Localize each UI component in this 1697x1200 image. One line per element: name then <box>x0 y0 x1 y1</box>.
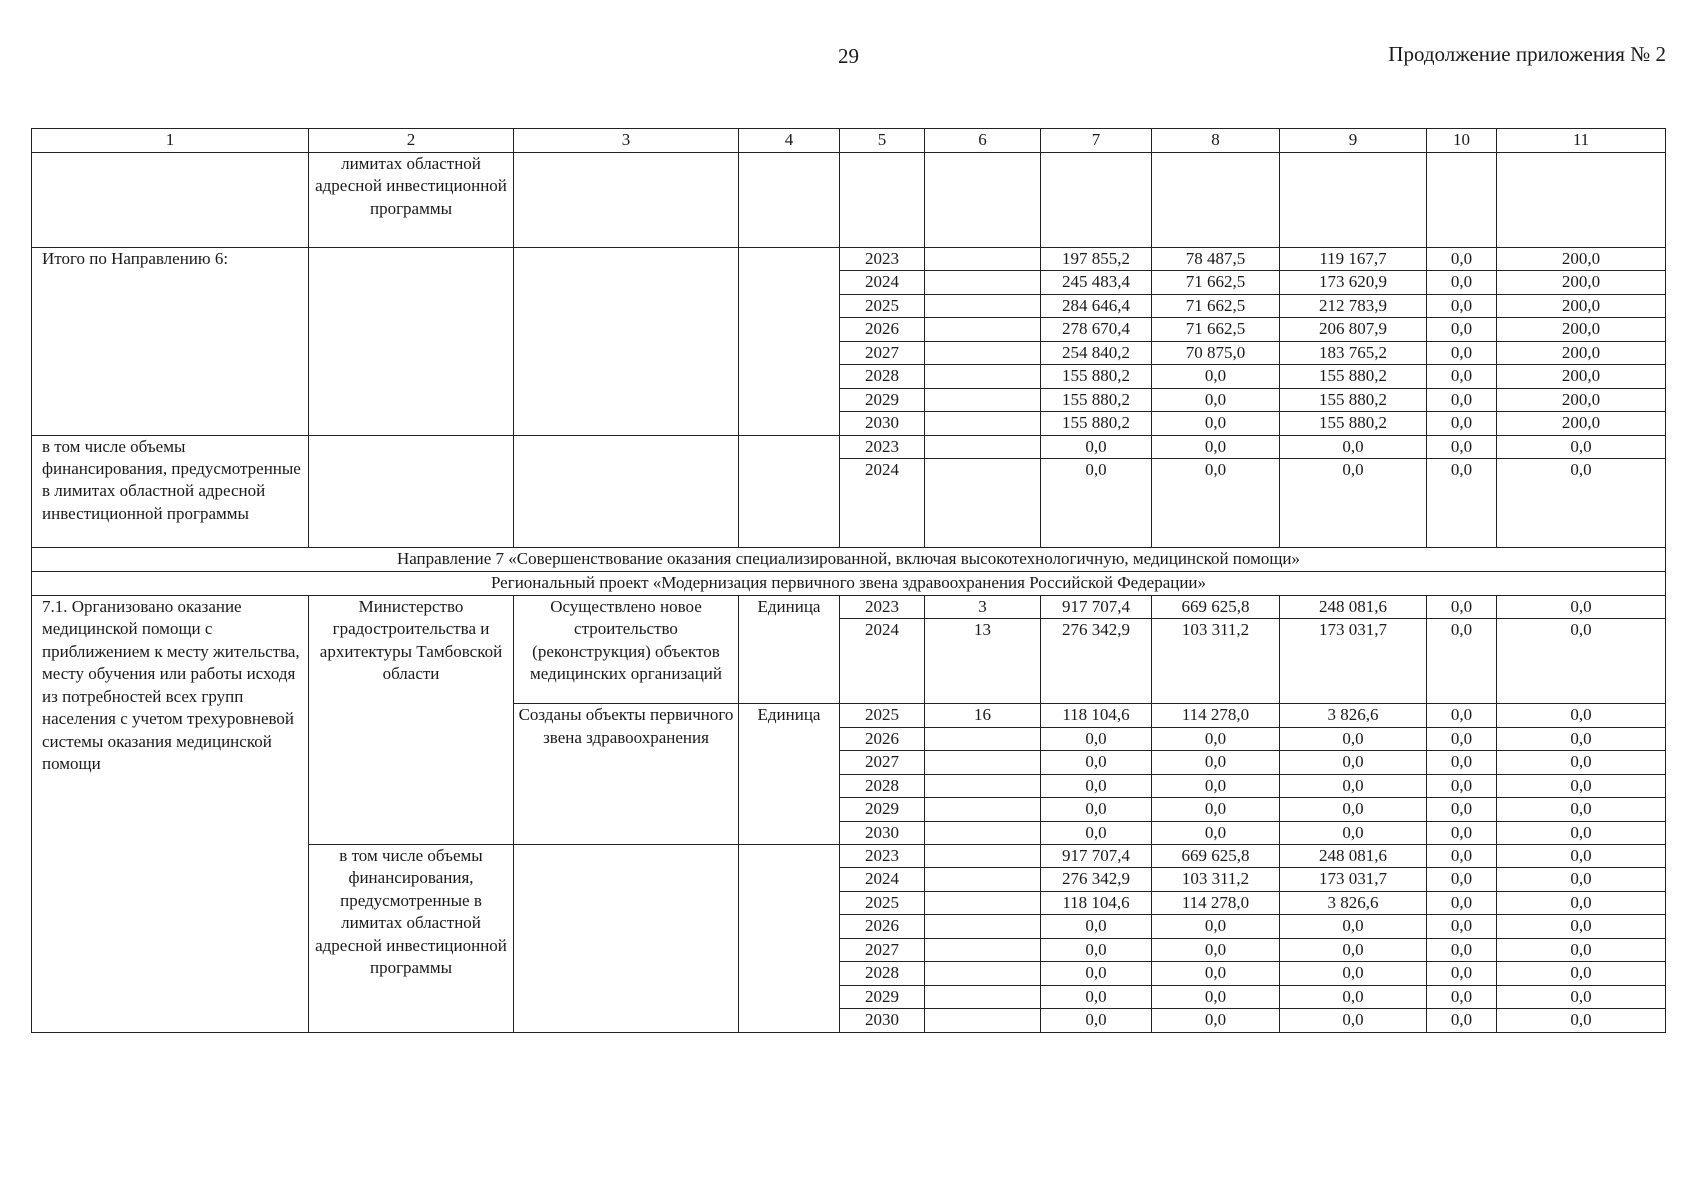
value-cell: 173 620,9 <box>1280 271 1427 294</box>
value-cell: 3 <box>925 595 1041 618</box>
value-cell: 0,0 <box>1427 985 1497 1008</box>
value-cell: 118 104,6 <box>1041 891 1152 914</box>
value-cell: 254 840,2 <box>1041 341 1152 364</box>
value-cell: 155 880,2 <box>1041 412 1152 435</box>
column-number: 9 <box>1280 129 1427 153</box>
value-cell: 0,0 <box>1427 845 1497 868</box>
year-cell: 2027 <box>840 341 925 364</box>
value-cell: 0,0 <box>1427 619 1497 704</box>
value-cell: 0,0 <box>1280 821 1427 844</box>
result-cell: Созданы объекты первичного звена здравоохранения <box>514 704 739 845</box>
value-cell: 0,0 <box>1427 248 1497 271</box>
value-cell: 0,0 <box>1497 891 1666 914</box>
value-cell: 278 670,4 <box>1041 318 1152 341</box>
value-cell: 0,0 <box>1041 458 1152 547</box>
direction-row <box>32 547 1666 571</box>
value-cell: 0,0 <box>1427 1009 1497 1032</box>
value-cell <box>925 412 1041 435</box>
year-cell: 2025 <box>840 704 925 727</box>
empty-cell <box>514 248 739 436</box>
year-cell: 2029 <box>840 388 925 411</box>
continuation-row <box>32 153 1666 248</box>
column-number-row <box>32 129 1666 153</box>
value-cell: 0,0 <box>1041 774 1152 797</box>
value-cell: 0,0 <box>1497 798 1666 821</box>
value-cell: 0,0 <box>1427 751 1497 774</box>
value-cell: 0,0 <box>1427 271 1497 294</box>
value-cell: 0,0 <box>1280 435 1427 458</box>
value-cell <box>925 1009 1041 1032</box>
column-number: 1 <box>32 129 309 153</box>
value-cell: 276 342,9 <box>1041 868 1152 891</box>
value-cell: 0,0 <box>1041 821 1152 844</box>
value-cell <box>925 271 1041 294</box>
year-cell: 2030 <box>840 1009 925 1032</box>
value-cell: 13 <box>925 619 1041 704</box>
value-cell: 0,0 <box>1427 868 1497 891</box>
executor-cell: Министерство градостроительства и архитектуры Тамбовской области <box>309 595 514 844</box>
value-cell <box>925 388 1041 411</box>
value-cell: 0,0 <box>1280 798 1427 821</box>
value-cell: 155 880,2 <box>1041 365 1152 388</box>
value-cell: 0,0 <box>1427 798 1497 821</box>
value-cell: 0,0 <box>1497 868 1666 891</box>
value-cell: 71 662,5 <box>1152 294 1280 317</box>
value-cell: 0,0 <box>1497 619 1666 704</box>
value-cell: 0,0 <box>1041 798 1152 821</box>
value-cell: 0,0 <box>1497 751 1666 774</box>
value-cell: 0,0 <box>1427 915 1497 938</box>
budget-table <box>31 128 1666 1033</box>
including-label: в том числе объемы финансирования, предусмотренные в лимитах областной адресной инвестиционной программы <box>309 845 514 1033</box>
itogo-label: Итого по Направлению 6: <box>32 248 309 436</box>
item-7-1-label: 7.1. Организовано оказание медицинской помощи с приближением к месту жительства, месту обучения или работы исходя из потребностей всех групп населения с учетом трехуровневой системы оказания медицинской помощи <box>32 595 309 1032</box>
value-cell: 118 104,6 <box>1041 704 1152 727</box>
column-number: 7 <box>1041 129 1152 153</box>
value-cell: 0,0 <box>1280 938 1427 961</box>
column-number: 5 <box>840 129 925 153</box>
value-cell: 155 880,2 <box>1041 388 1152 411</box>
value-cell: 0,0 <box>1427 774 1497 797</box>
column-number: 10 <box>1427 129 1497 153</box>
value-cell: 0,0 <box>1280 774 1427 797</box>
value-cell <box>925 435 1041 458</box>
value-cell: 200,0 <box>1497 271 1666 294</box>
value-cell: 206 807,9 <box>1280 318 1427 341</box>
value-cell <box>925 294 1041 317</box>
value-cell: 103 311,2 <box>1152 868 1280 891</box>
value-cell <box>925 821 1041 844</box>
year-cell: 2026 <box>840 318 925 341</box>
direction-title: Направление 7 «Совершенствование оказания специализированной, включая высокотехнологичную, медицинской помощи» <box>32 547 1666 571</box>
value-cell <box>925 727 1041 750</box>
empty-cell <box>514 845 739 1033</box>
year-cell: 2028 <box>840 365 925 388</box>
year-cell: 2024 <box>840 458 925 547</box>
value-cell: 200,0 <box>1497 412 1666 435</box>
value-cell: 0,0 <box>1152 1009 1280 1032</box>
value-cell <box>925 341 1041 364</box>
value-cell: 0,0 <box>1427 341 1497 364</box>
column-number: 3 <box>514 129 739 153</box>
value-cell: 0,0 <box>1152 435 1280 458</box>
empty-cell <box>739 435 840 547</box>
year-cell: 2030 <box>840 412 925 435</box>
value-cell: 173 031,7 <box>1280 868 1427 891</box>
value-cell: 0,0 <box>1280 751 1427 774</box>
page-number: 29 <box>838 44 859 68</box>
year-cell: 2030 <box>840 821 925 844</box>
value-cell <box>925 962 1041 985</box>
value-cell: 0,0 <box>1280 458 1427 547</box>
year-cell: 2024 <box>840 619 925 704</box>
year-cell: 2027 <box>840 751 925 774</box>
empty-cell <box>739 845 840 1033</box>
empty-cell <box>309 435 514 547</box>
value-cell <box>925 985 1041 1008</box>
value-cell: 0,0 <box>1497 727 1666 750</box>
value-cell: 78 487,5 <box>1152 248 1280 271</box>
value-cell: 0,0 <box>1427 821 1497 844</box>
value-cell <box>925 458 1041 547</box>
value-cell <box>925 248 1041 271</box>
value-cell: 0,0 <box>1152 412 1280 435</box>
value-cell: 200,0 <box>1497 318 1666 341</box>
including-label: в том числе объемы финансирования, предусмотренные в лимитах областной адресной инвестиционной программы <box>32 435 309 547</box>
empty-cell <box>739 248 840 436</box>
column-number: 4 <box>739 129 840 153</box>
value-cell: 103 311,2 <box>1152 619 1280 704</box>
year-cell: 2025 <box>840 294 925 317</box>
value-cell: 0,0 <box>1041 938 1152 961</box>
value-cell: 114 278,0 <box>1152 704 1280 727</box>
value-cell: 0,0 <box>1497 985 1666 1008</box>
value-cell <box>925 365 1041 388</box>
value-cell: 200,0 <box>1497 388 1666 411</box>
value-cell <box>925 318 1041 341</box>
value-cell: 0,0 <box>1497 938 1666 961</box>
value-cell: 0,0 <box>1497 435 1666 458</box>
regional-project-title: Региональный проект «Модернизация первичного звена здравоохранения Российской Федерации» <box>32 571 1666 595</box>
value-cell: 0,0 <box>1497 915 1666 938</box>
unit-cell: Единица <box>739 595 840 703</box>
year-cell: 2024 <box>840 868 925 891</box>
table-row <box>32 595 1666 618</box>
year-cell: 2024 <box>840 271 925 294</box>
value-cell: 155 880,2 <box>1280 388 1427 411</box>
value-cell: 0,0 <box>1427 891 1497 914</box>
value-cell: 0,0 <box>1427 388 1497 411</box>
value-cell: 0,0 <box>1427 595 1497 618</box>
value-cell: 0,0 <box>1427 294 1497 317</box>
value-cell: 0,0 <box>1152 751 1280 774</box>
value-cell <box>925 751 1041 774</box>
value-cell: 0,0 <box>1427 458 1497 547</box>
year-cell: 2023 <box>840 248 925 271</box>
value-cell <box>925 915 1041 938</box>
value-cell: 119 167,7 <box>1280 248 1427 271</box>
value-cell: 0,0 <box>1152 774 1280 797</box>
value-cell: 114 278,0 <box>1152 891 1280 914</box>
value-cell <box>925 868 1041 891</box>
value-cell: 0,0 <box>1280 962 1427 985</box>
value-cell: 276 342,9 <box>1041 619 1152 704</box>
value-cell: 212 783,9 <box>1280 294 1427 317</box>
value-cell <box>925 845 1041 868</box>
year-cell: 2023 <box>840 845 925 868</box>
value-cell: 0,0 <box>1427 365 1497 388</box>
value-cell: 3 826,6 <box>1280 704 1427 727</box>
value-cell: 0,0 <box>1041 751 1152 774</box>
value-cell: 0,0 <box>1041 962 1152 985</box>
value-cell: 284 646,4 <box>1041 294 1152 317</box>
empty-cell <box>309 248 514 436</box>
column-number: 11 <box>1497 129 1666 153</box>
value-cell: 0,0 <box>1152 962 1280 985</box>
value-cell: 0,0 <box>1427 318 1497 341</box>
value-cell: 173 031,7 <box>1280 619 1427 704</box>
value-cell <box>925 774 1041 797</box>
table-row <box>32 435 1666 458</box>
value-cell: 0,0 <box>1427 938 1497 961</box>
column-number: 6 <box>925 129 1041 153</box>
value-cell: 0,0 <box>1427 704 1497 727</box>
value-cell: 669 625,8 <box>1152 845 1280 868</box>
value-cell: 0,0 <box>1497 774 1666 797</box>
value-cell: 0,0 <box>1041 985 1152 1008</box>
year-cell: 2026 <box>840 727 925 750</box>
value-cell: 0,0 <box>1497 962 1666 985</box>
value-cell: 183 765,2 <box>1280 341 1427 364</box>
value-cell <box>925 938 1041 961</box>
value-cell: 200,0 <box>1497 341 1666 364</box>
value-cell: 71 662,5 <box>1152 318 1280 341</box>
empty-cell <box>514 435 739 547</box>
continuation-text: лимитах областной адресной инвестиционной программы <box>309 153 514 248</box>
value-cell: 245 483,4 <box>1041 271 1152 294</box>
value-cell: 200,0 <box>1497 365 1666 388</box>
value-cell: 197 855,2 <box>1041 248 1152 271</box>
value-cell: 0,0 <box>1041 915 1152 938</box>
value-cell: 0,0 <box>1427 412 1497 435</box>
value-cell: 0,0 <box>1152 985 1280 1008</box>
year-cell: 2025 <box>840 891 925 914</box>
value-cell: 0,0 <box>1497 458 1666 547</box>
year-cell: 2023 <box>840 595 925 618</box>
value-cell: 16 <box>925 704 1041 727</box>
value-cell: 0,0 <box>1280 985 1427 1008</box>
value-cell: 0,0 <box>1427 727 1497 750</box>
value-cell: 0,0 <box>1152 365 1280 388</box>
value-cell: 200,0 <box>1497 294 1666 317</box>
value-cell: 917 707,4 <box>1041 595 1152 618</box>
year-cell: 2026 <box>840 915 925 938</box>
year-cell: 2028 <box>840 774 925 797</box>
column-number: 8 <box>1152 129 1280 153</box>
year-cell: 2029 <box>840 985 925 1008</box>
unit-cell: Единица <box>739 704 840 845</box>
value-cell: 0,0 <box>1497 595 1666 618</box>
value-cell: 669 625,8 <box>1152 595 1280 618</box>
value-cell <box>925 891 1041 914</box>
table-row <box>32 248 1666 271</box>
value-cell: 0,0 <box>1280 1009 1427 1032</box>
regional-project-row <box>32 571 1666 595</box>
value-cell: 0,0 <box>1152 915 1280 938</box>
value-cell: 155 880,2 <box>1280 365 1427 388</box>
column-number: 2 <box>309 129 514 153</box>
year-cell: 2027 <box>840 938 925 961</box>
value-cell: 155 880,2 <box>1280 412 1427 435</box>
value-cell: 0,0 <box>1152 938 1280 961</box>
value-cell: 200,0 <box>1497 248 1666 271</box>
value-cell: 0,0 <box>1152 727 1280 750</box>
value-cell: 0,0 <box>1497 1009 1666 1032</box>
value-cell: 0,0 <box>1427 435 1497 458</box>
value-cell: 0,0 <box>1280 727 1427 750</box>
value-cell: 0,0 <box>1041 435 1152 458</box>
value-cell: 0,0 <box>1152 821 1280 844</box>
value-cell: 0,0 <box>1041 727 1152 750</box>
value-cell: 0,0 <box>1152 458 1280 547</box>
year-cell: 2023 <box>840 435 925 458</box>
value-cell: 0,0 <box>1427 962 1497 985</box>
year-cell: 2029 <box>840 798 925 821</box>
result-cell: Осуществлено новое строительство (реконструкция) объектов медицинских организаций <box>514 595 739 703</box>
value-cell <box>925 798 1041 821</box>
value-cell: 0,0 <box>1280 915 1427 938</box>
value-cell: 0,0 <box>1497 845 1666 868</box>
value-cell: 0,0 <box>1497 704 1666 727</box>
value-cell: 0,0 <box>1152 388 1280 411</box>
year-cell: 2028 <box>840 962 925 985</box>
value-cell: 248 081,6 <box>1280 845 1427 868</box>
value-cell: 917 707,4 <box>1041 845 1152 868</box>
value-cell: 0,0 <box>1152 798 1280 821</box>
value-cell: 0,0 <box>1497 821 1666 844</box>
value-cell: 70 875,0 <box>1152 341 1280 364</box>
value-cell: 3 826,6 <box>1280 891 1427 914</box>
value-cell: 248 081,6 <box>1280 595 1427 618</box>
value-cell: 0,0 <box>1041 1009 1152 1032</box>
appendix-header: Продолжение приложения № 2 <box>1388 42 1666 66</box>
value-cell: 71 662,5 <box>1152 271 1280 294</box>
